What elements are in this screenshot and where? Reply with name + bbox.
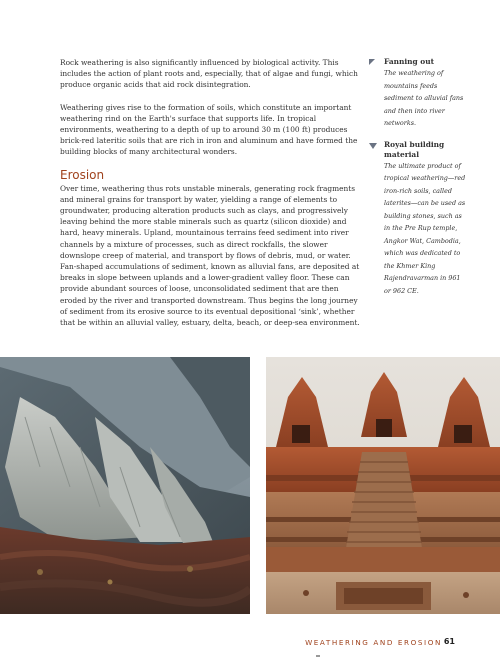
- caption-title: Royal building material: [384, 139, 445, 159]
- body-paragraph: Over time, weathering thus rots unstable minerals, generating rock fragments and mineral grains for transport by water, yielding a range of elements to groundwater, producing alteration products such as clays, and progressively leaving behind the more stable minerals such as quartz (silicon dioxide) and hard, heavy minerals. Upland, mountainous terrains feed sediment into river channels by a mixture of processes, such as direct rockfalls, the slower downslope creep of material, and transport by flows of debris, mud, or water. Fan-shaped accumulations of sediment, known as alluvial fans, are deposited at breaks in slope between uplands and a lower-gradient valley floor. These can provide abundant sources of loose, unconsolidated sediment that are then eroded by the river and transported downstream. Thus begins the long journey of sediment from its erosive source to its eventual depositional ‘sink’, whether that be within an alluvial valley, estuary, delta, beach, or deep-sea environment.: [60, 183, 360, 328]
- caption-fanning-out: [369, 57, 469, 130]
- pre-rup-temple-photo: [266, 357, 500, 614]
- caption-royal-building-material: [369, 140, 469, 298]
- body-paragraph: Rock weathering is also significantly influenced by biological activity. This includes the action of plant roots and, especially, that of algae and fungi, which produce organic acids that aid rock disintegration.: [60, 58, 358, 90]
- running-head: WEATHERING AND EROSION: [305, 638, 442, 647]
- caption-text: The ultimate product of tropical weathering—red iron-rich soils, called laterites—can be used as building stones, such as in the Pre Rup temple, Angkor Wat, Cambodia, which was dedicated to the Khmer King Rajendravarman in 961 or 962 CE.: [384, 161, 466, 295]
- body-paragraph: Weathering gives rise to the formation of soils, which constitute an important weathering rind on the Earth's surface that supports life. In tropical environments, weathering to a depth of up to around 30 m (100 ft) produces brick-red lateritic soils that are rich in iron and aluminum and have formed the building blocks of many architectural wonders.: [60, 102, 358, 157]
- arrow-down-icon: [369, 143, 377, 149]
- bottom-mark: [316, 655, 320, 657]
- page-number: 61: [443, 637, 455, 646]
- caption-column: [369, 57, 469, 307]
- caption-title: Fanning out: [384, 57, 435, 66]
- caption-text: The weathering of mountains feeds sediment to alluvial fans and then into river networks.: [384, 69, 464, 127]
- page-footer: [0, 638, 500, 654]
- alluvial-fan-mountain-photo: [0, 357, 250, 614]
- arrow-up-left-icon: [369, 59, 375, 65]
- main-text-column: [60, 57, 360, 339]
- section-heading: Erosion: [60, 167, 105, 182]
